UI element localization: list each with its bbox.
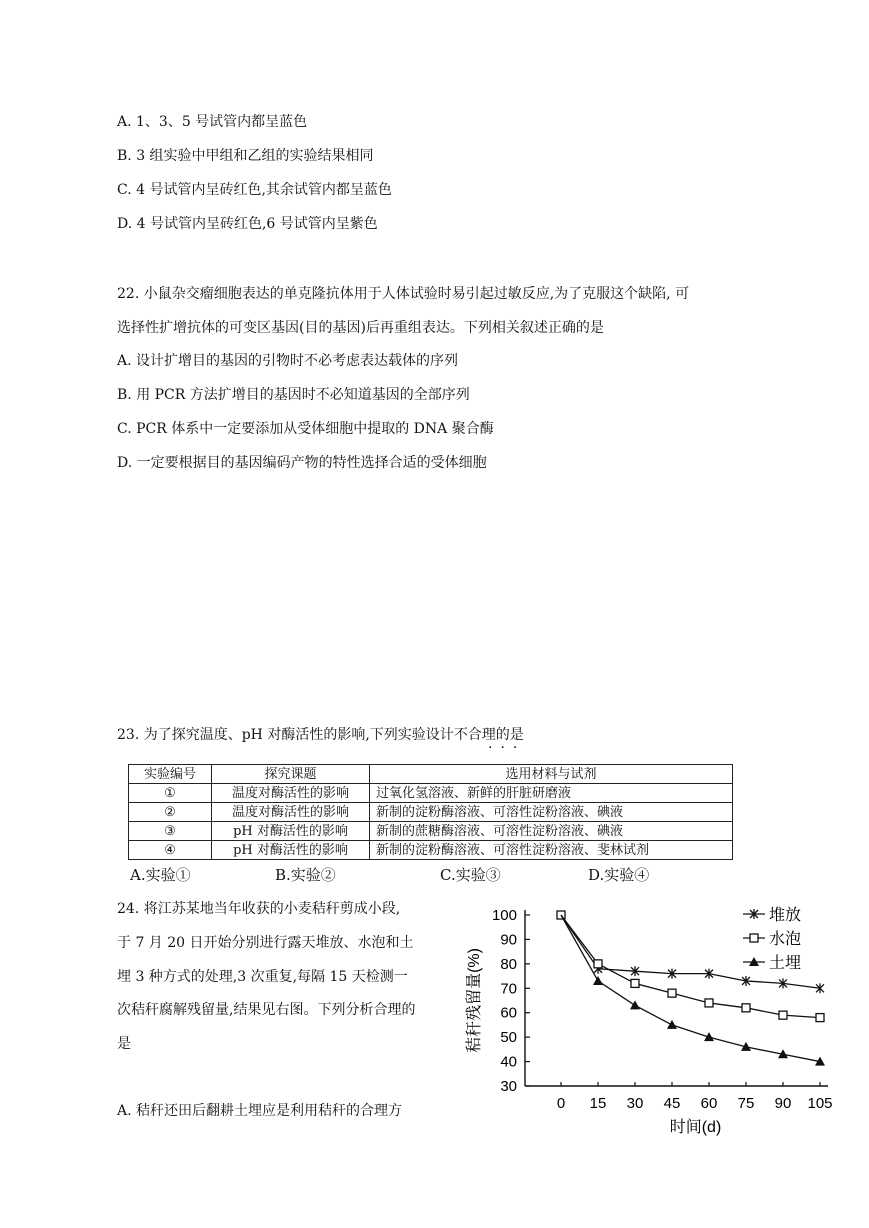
table-cell: 新制的淀粉酶溶液、可溶性淀粉溶液、斐林试剂: [370, 841, 733, 860]
legend-label-2: 水泡: [769, 931, 802, 948]
table-cell: pH 对酶活性的影响: [212, 841, 370, 860]
q23-choice-d: D.实验④: [588, 866, 650, 884]
data-point-series-3: [630, 1000, 640, 1009]
q23-choice-a: A.实验①: [130, 866, 191, 884]
y-tick-label: 80: [500, 955, 517, 973]
q22-stem-line1: 22. 小鼠杂交瘤细胞表达的单克隆抗体用于人体试验时易引起过敏反应,为了克服这个缺陷, 可: [117, 286, 690, 302]
y-tick-label: 50: [500, 1029, 517, 1047]
legend-marker-2: [750, 934, 758, 942]
table-cell: ④: [129, 841, 212, 860]
x-tick-label: 60: [700, 1095, 718, 1112]
q21-option-c: C. 4 号试管内呈砖红色,其余试管内都呈蓝色: [117, 182, 392, 198]
q24-stem-line3: 埋 3 种方式的处理,3 次重复,每隔 15 天检测一: [117, 969, 408, 985]
q24-stem-line2: 于 7 月 20 日开始分别进行露天堆放、水泡和土: [117, 935, 414, 951]
q21-option-b: B. 3 组实验中甲组和乙组的实验结果相同: [117, 148, 374, 164]
table-row: [129, 803, 733, 822]
legend-label-3: 土埋: [769, 955, 802, 972]
table-row: [129, 784, 733, 803]
x-tick-label: 45: [663, 1095, 681, 1112]
table-cell: 温度对酶活性的影响: [212, 784, 370, 803]
q22-option-c: C. PCR 体系中一定要添加从受体细胞中提取的 DNA 聚合酶: [117, 421, 494, 437]
x-tick-label: 75: [737, 1095, 755, 1112]
q22-option-b: B. 用 PCR 方法扩增目的基因时不必知道基因的全部序列: [117, 387, 470, 403]
data-point-series-2: [705, 999, 713, 1007]
x-tick-label: 90: [774, 1095, 792, 1112]
data-point-series-2: [816, 1014, 824, 1022]
table-cell: ②: [129, 803, 212, 822]
q22-option-a: A. 设计扩增目的基因的引物时不必考虑表达载体的序列: [117, 353, 459, 369]
table-header: 探究课题: [212, 765, 370, 784]
table-cell: 过氧化氢溶液、新鲜的肝脏研磨液: [370, 784, 733, 803]
q24-option-a: A. 秸秆还田后翻耕土埋应是利用秸秆的合理方: [117, 1103, 403, 1119]
y-tick-label: 40: [500, 1053, 517, 1071]
x-tick-label: 0: [556, 1095, 566, 1112]
q22-option-d: D. 一定要根据目的基因编码产物的特性选择合适的受体细胞: [117, 455, 487, 471]
table-cell: 新制的淀粉酶溶液、可溶性淀粉溶液、碘液: [370, 803, 733, 822]
q22-stem-line2: 选择性扩增抗体的可变区基因(目的基因)后再重组表达。下列相关叙述正确的是: [117, 320, 604, 336]
table-cell: 温度对酶活性的影响: [212, 803, 370, 822]
table-cell: ①: [129, 784, 212, 803]
y-tick-label: 90: [500, 931, 517, 949]
legend-label-1: 堆放: [769, 907, 802, 924]
y-tick-label: 60: [500, 1004, 517, 1022]
experiment-table: [128, 764, 733, 860]
data-point-series-2: [668, 989, 676, 997]
data-point-series-2: [631, 979, 639, 987]
q23-stem: 23. 为了探究温度、pH 对酶活性的影响,下列实验设计不合理的是: [117, 727, 524, 743]
data-point-series-2: [779, 1011, 787, 1019]
x-tick-label: 15: [589, 1095, 607, 1112]
q24-stem-line1: 24. 将江苏某地当年收获的小麦秸秆剪成小段,: [117, 901, 401, 917]
table-header: 选用材料与试剂: [370, 765, 733, 784]
table-header-row: [129, 765, 733, 784]
y-axis-label: 秸秆残留量(%): [466, 948, 483, 1053]
x-tick-label: 30: [626, 1095, 644, 1112]
table-header: 实验编号: [129, 765, 212, 784]
emphasis-dots: ···: [488, 740, 526, 756]
series-line-1: [561, 915, 820, 988]
table-cell: pH 对酶活性的影响: [212, 822, 370, 841]
y-tick-label: 70: [500, 980, 517, 998]
x-axis-label: 时间(d): [669, 1119, 722, 1136]
data-point-series-3: [593, 976, 603, 985]
table-cell: 新制的蔗糖酶溶液、可溶性淀粉溶液、碘液: [370, 822, 733, 841]
x-tick-label: 105: [807, 1095, 833, 1112]
y-tick-label: 30: [500, 1078, 517, 1095]
y-tick-label: 100: [491, 907, 517, 924]
table-cell: ③: [129, 822, 212, 841]
data-point-series-2: [594, 960, 602, 968]
table-row: [129, 822, 733, 841]
table-row: [129, 841, 733, 860]
q24-stem-line5: 是: [117, 1036, 131, 1052]
q24-stem-line4: 次秸秆腐解残留量,结果见右图。下列分析合理的: [117, 1002, 416, 1018]
q21-option-a: A. 1、3、5 号试管内都呈蓝色: [117, 114, 308, 130]
data-point-series-3: [667, 1020, 677, 1029]
q21-option-d: D. 4 号试管内呈砖红色,6 号试管内呈紫色: [117, 216, 378, 232]
residue-line-chart: [455, 895, 845, 1145]
q23-choice-c: C.实验③: [440, 866, 501, 884]
q23-choice-b: B.实验②: [275, 866, 336, 884]
data-point-series-2: [742, 1004, 750, 1012]
